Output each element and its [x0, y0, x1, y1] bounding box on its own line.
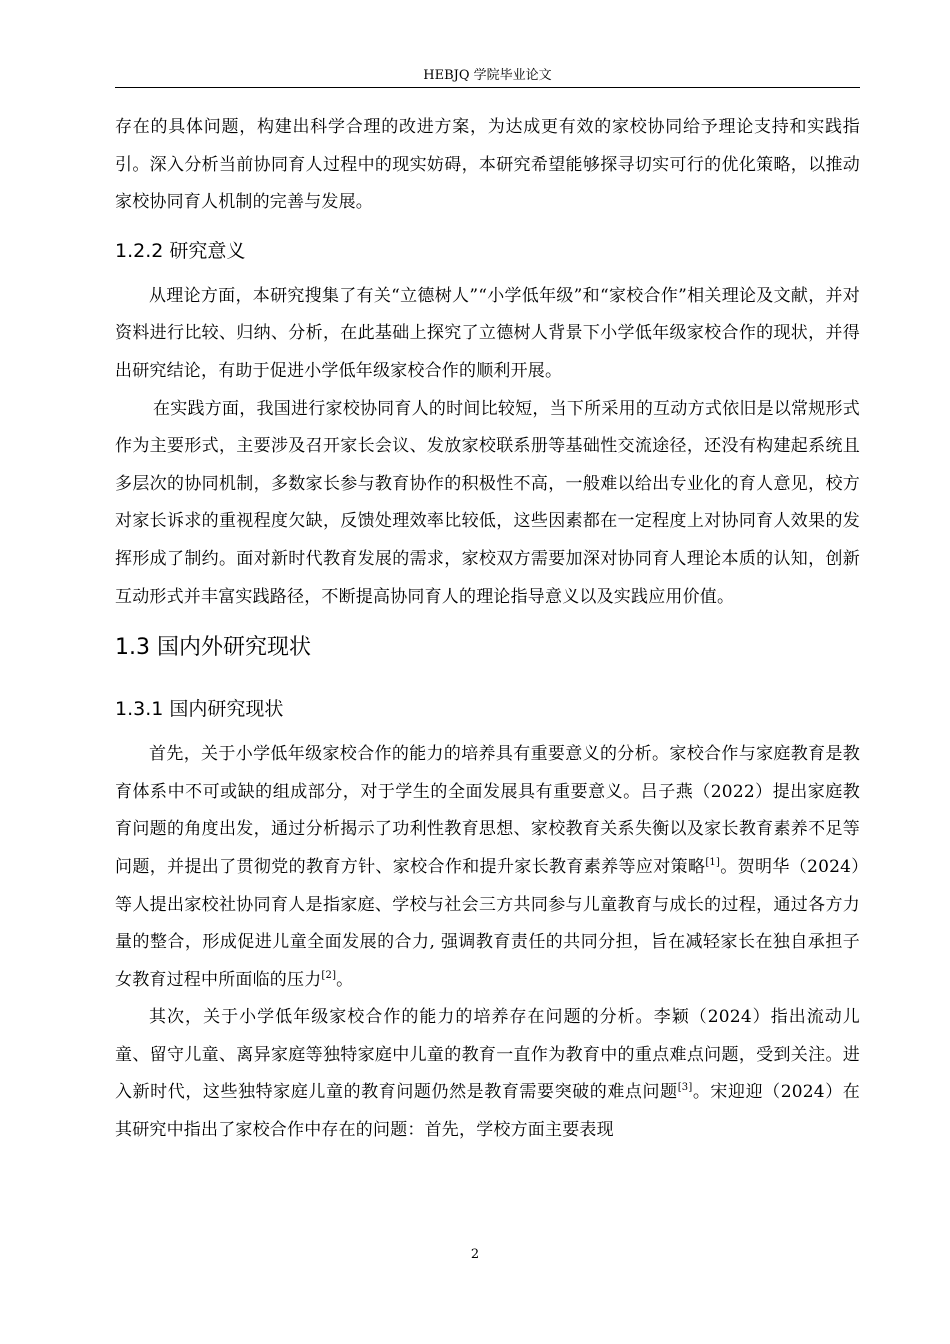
- page-number: 2: [470, 1247, 480, 1262]
- citation-2: [2]: [321, 969, 337, 981]
- paragraph-domestic-research-1: [115, 736, 860, 999]
- paragraph-practical-significance: 在实践方面，我国进行家校协同育人的时间比较短，当下所采用的互动方式依旧是以常规形式作为主要形式，主要涉及召开家长会议、发放家校联系册等基础性交流途径，还没有构建起系统且多层次的协同机制，多数家长参与教育协作的积极性不高，一般难以给出专业化的育人意见，校方对家长诉求的重视程度欠缺，反馈处理效率比较低，这些因素都在一定程度上对协同育人效果的发挥形成了制约。面对新时代教育发展的需求，家校双方需要加深对协同育人理论本质的认知，创新互动形式并丰富实践路径，不断提高协同育人的理论指导意义以及实践应用价值。: [115, 398, 860, 607]
- header-rule: [115, 87, 860, 88]
- running-header: HEBJQ 学院毕业论文: [423, 68, 552, 83]
- section-heading-1-3-1: 1.3.1 国内研究现状: [115, 698, 284, 721]
- paragraph-text: 。贺明华（2024）等人提出家校社协同育人是指家庭、学校与社会三方共同参与儿童教育与成长的过程，通过各方力量的整合，形成促进儿童全面发展的合力, 强调教育责任的共同分担，旨在减轻家长在独自承担子女教育过程中所面临的压力: [115, 856, 860, 990]
- paragraph-text: 其次，关于小学低年级家校合作的能力的培养存在问题的分析。李颖（2024）指出流动儿童、留守儿童、离异家庭等独特家庭中儿童的教育一直作为教育中的重点难点问题，受到关注。进入新时代，这些独特家庭儿童的教育问题仍然是教育需要突破的难点问题: [115, 1007, 860, 1103]
- paragraph-text: 。: [336, 969, 354, 990]
- paragraph-text: 。宋迎迎（2024）在其研究中指出了家校合作中存在的问题：首先，学校方面主要表现: [115, 1082, 860, 1141]
- paragraph-domestic-research-2: [115, 999, 860, 1149]
- paragraph-theoretical-significance: 从理论方面，本研究搜集了有关“立德树人”“小学低年级”和“家校合作”相关理论及文献，并对资料进行比较、归纳、分析，在此基础上探究了立德树人背景下小学低年级家校合作的现状，并得出研究结论，有助于促进小学低年级家校合作的顺利开展。: [115, 285, 860, 381]
- citation-1: [1]: [705, 856, 721, 868]
- section-heading-1-2-2: 1.2.2 研究意义: [115, 239, 246, 262]
- page-body: [115, 109, 860, 1150]
- citation-3: [3]: [677, 1082, 693, 1094]
- paragraph-research-purpose-continued: 存在的具体问题，构建出科学合理的改进方案，为达成更有效的家校协同给予理论支持和实践指引。深入分析当前协同育人过程中的现实妨碍，本研究希望能够探寻切实可行的优化策略，以推动家校协同育人机制的完善与发展。: [115, 117, 860, 213]
- paragraph-text: 首先，关于小学低年级家校合作的能力的培养具有重要意义的分析。家校合作与家庭教育是教育体系中不可或缺的组成部分，对于学生的全面发展具有重要意义。吕子燕（2022）提出家庭教育问题的角度出发，通过分析揭示了功利性教育思想、家校教育关系失衡以及家长教育素养不足等问题，并提出了贯彻党的教育方针、家校合作和提升家长教育素养等应对策略: [115, 744, 860, 877]
- section-heading-1-3: 1.3 国内外研究现状: [115, 635, 311, 661]
